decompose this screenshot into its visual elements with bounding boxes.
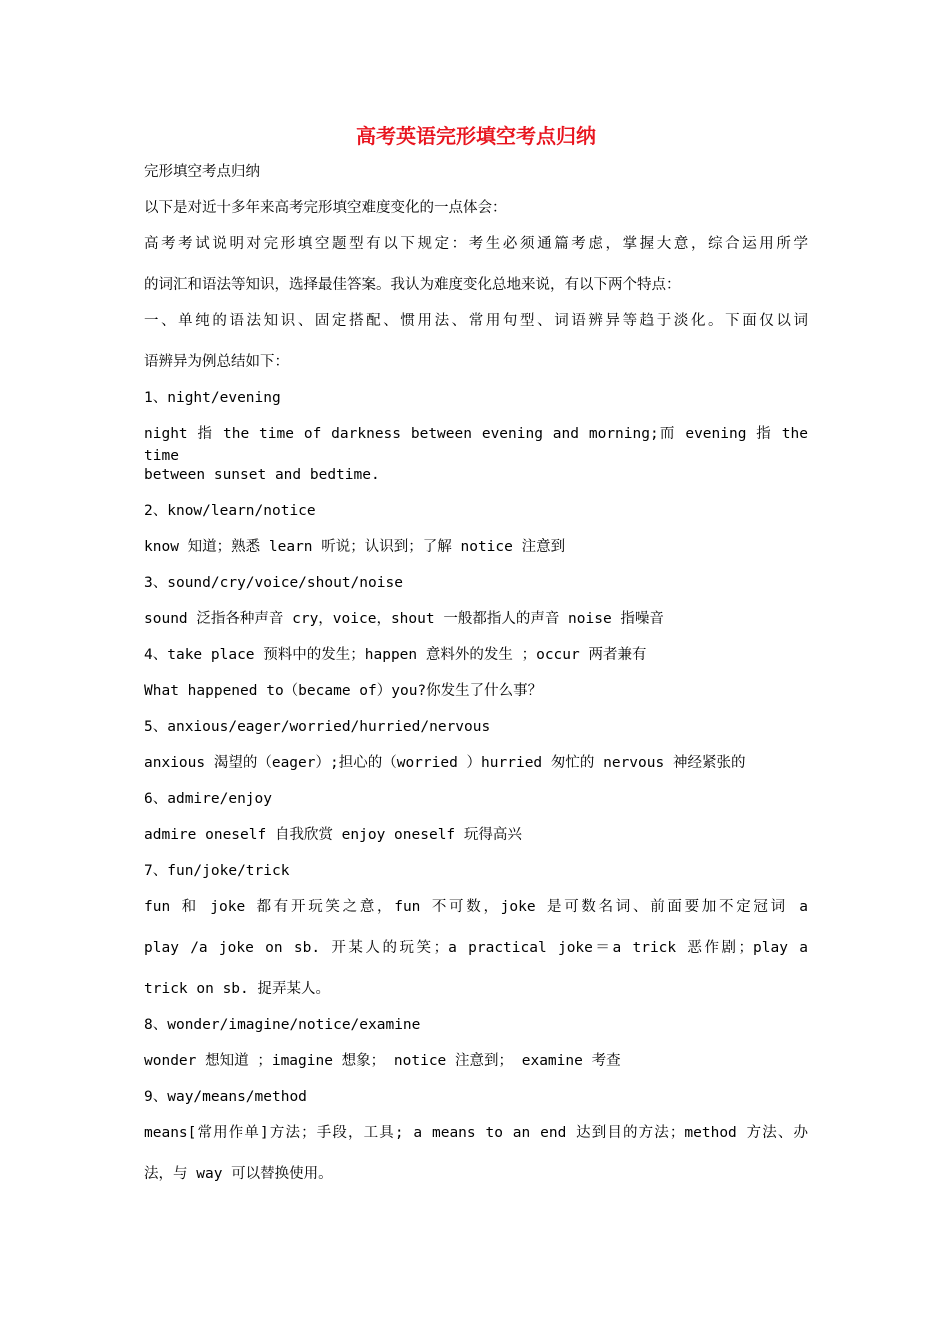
item-heading: 8、wonder/imagine/notice/examine xyxy=(144,1017,421,1033)
item-body: night 指 the time of darkness between evening and morning;而 evening 指 the time xyxy=(144,426,808,464)
item-heading: 5、anxious/eager/worried/hurried/nervous xyxy=(144,719,491,735)
paragraph-line: 的词汇和语法等知识，选择最佳答案。我认为难度变化总地来说，有以下两个特点： xyxy=(144,277,681,293)
paragraph-line: 语辨异为例总结如下： xyxy=(144,354,289,370)
item-body: 法，与 way 可以替换使用。 xyxy=(144,1166,333,1182)
item-body: between sunset and bedtime. xyxy=(144,467,380,483)
item-heading: 7、fun/joke/trick xyxy=(144,863,290,879)
item-body: admire oneself 自我欣赏 enjoy oneself 玩得高兴 xyxy=(144,827,522,843)
item-heading: 6、admire/enjoy xyxy=(144,791,272,807)
document-title: 高考英语完形填空考点归纳 xyxy=(356,124,596,148)
intro-line: 以下是对近十多年来高考完形填空难度变化的一点体会： xyxy=(144,200,507,216)
item-heading: 9、way/means/method xyxy=(144,1089,307,1105)
item-heading: 1、night/evening xyxy=(144,390,281,406)
item-heading: 2、know/learn/notice xyxy=(144,503,316,519)
item-heading: 3、sound/cry/voice/shout/noise xyxy=(144,575,403,591)
item-body: play /a joke on sb. 开某人的玩笑；a practical joke＝a trick 恶作剧；play a xyxy=(144,940,808,956)
paragraph-line: 一、单纯的语法知识、固定搭配、惯用法、常用句型、词语辨异等趋于淡化。下面仅以词 xyxy=(144,313,808,329)
intro-heading: 完形填空考点归纳 xyxy=(144,164,260,180)
item-body: sound 泛指各种声音 cry，voice，shout 一般都指人的声音 noise 指噪音 xyxy=(144,611,664,627)
item-heading: 4、take place 预料中的发生；happen 意料外的发生 ；occur 两者兼有 xyxy=(144,647,647,663)
item-body: fun 和 joke 都有开玩笑之意，fun 不可数，joke 是可数名词、前面要加不定冠词 a xyxy=(144,899,808,915)
item-body: means[常用作单]方法；手段，工具; a means to an end 达到目的方法；method 方法、办 xyxy=(144,1125,808,1141)
item-body: anxious 渴望的（eager）;担心的（worried ）hurried 匆忙的 nervous 神经紧张的 xyxy=(144,755,746,771)
item-body: trick on sb. 捉弄某人。 xyxy=(144,981,330,997)
item-body: know 知道；熟悉 learn 听说；认识到；了解 notice 注意到 xyxy=(144,539,566,555)
item-body: What happened to（became of）you?你发生了什么事？ xyxy=(144,683,543,699)
paragraph-line: 高考考试说明对完形填空题型有以下规定：考生必须通篇考虑，掌握大意，综合运用所学 xyxy=(144,236,808,252)
item-body: wonder 想知道 ；imagine 想象； notice 注意到； examine 考查 xyxy=(144,1053,621,1069)
